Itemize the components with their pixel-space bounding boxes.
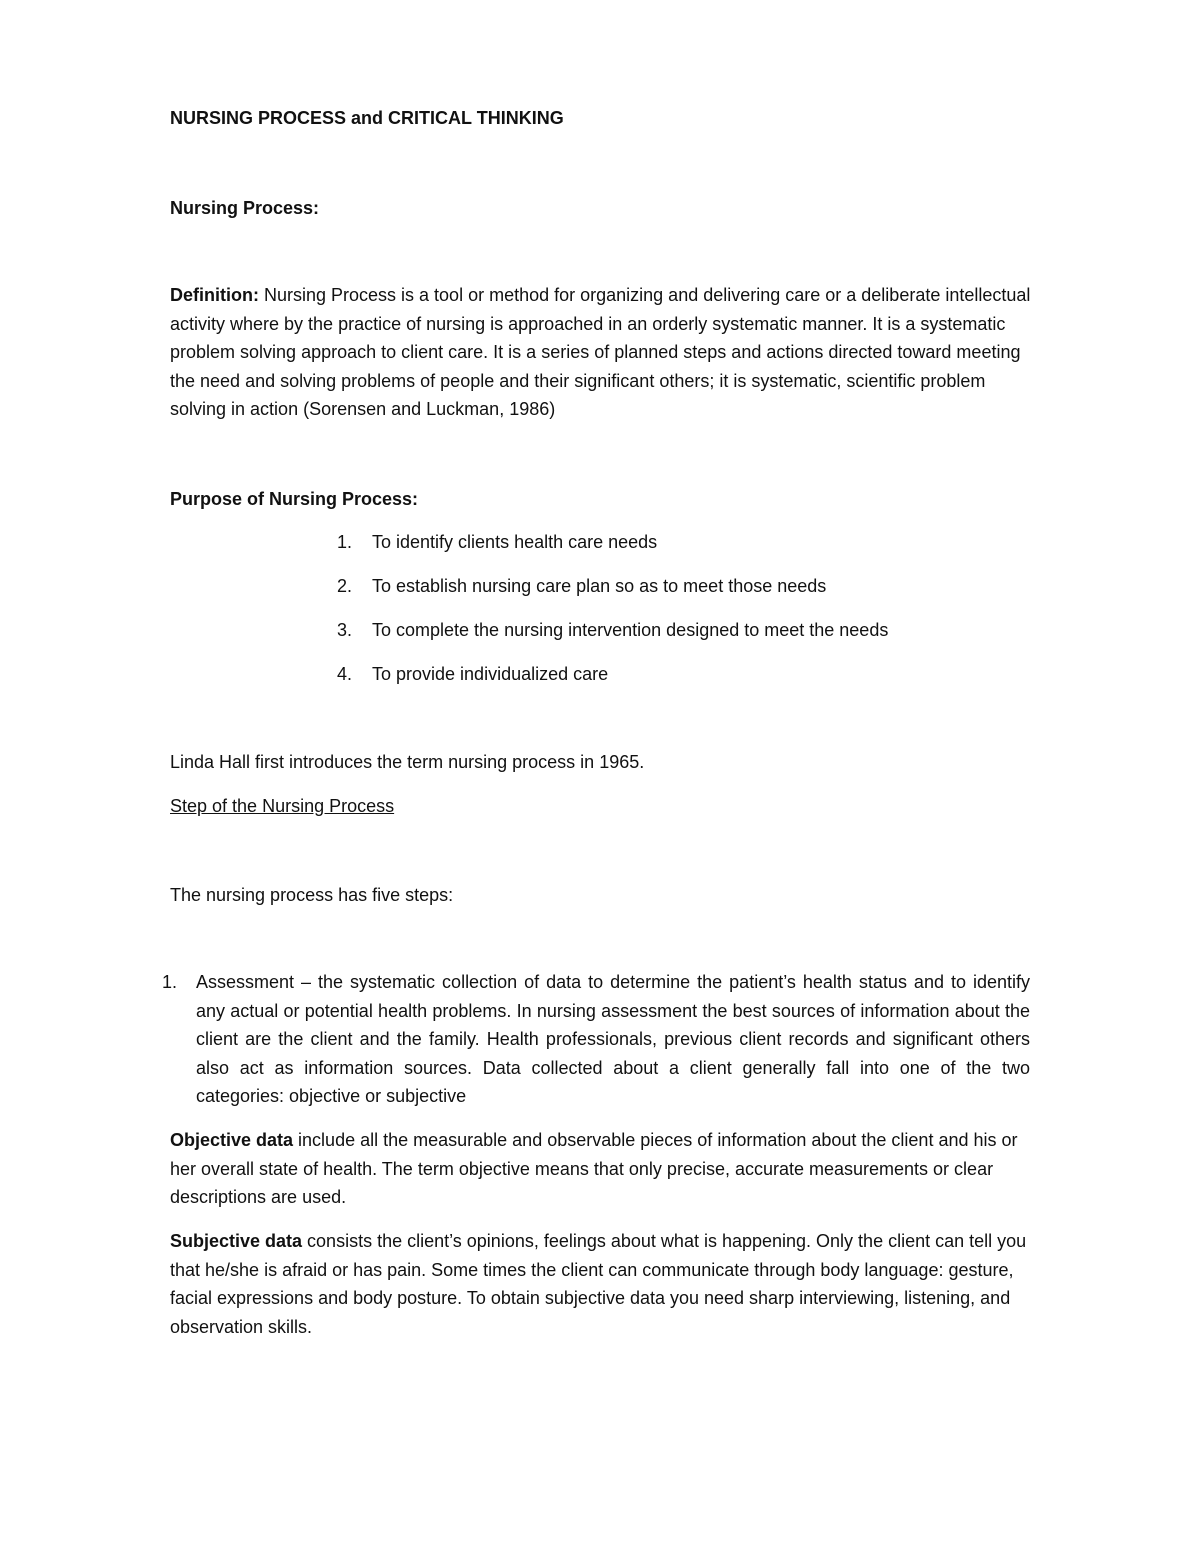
list-item-text: To identify clients health care needs <box>372 532 658 552</box>
list-item-text: To provide individualized care <box>372 664 609 684</box>
definition-label: Definition: <box>170 285 259 305</box>
assessment-paragraph: Assessment – the systematic collection of data to determine the patient’s health status and to identify any actual or potential health problems. In nursing assessment the best sources of information about the client are the client and the family. Health professionals, previous client records and significant others also act as information sources. Data collected about a client generally fall into one of the two categories: objective or subjective <box>196 972 1030 1106</box>
subjective-text: consists the client’s opinions, feelings about what is happening. Only the client can tell you that he/she is afraid or has pain. Some times the client can communicate through body language: gesture, facial expressions and body posture. To obtain subjective data you need sharp interviewing, listening, and observation skills. <box>170 1231 1027 1337</box>
list-item-text: To complete the nursing intervention designed to meet the needs <box>372 620 889 640</box>
assessment-number: 1. <box>162 972 178 992</box>
definition-paragraph <box>170 281 1032 424</box>
subjective-label: Subjective data <box>170 1231 303 1251</box>
objective-label: Objective data <box>170 1130 294 1150</box>
objective-text: include all the measurable and observable pieces of information about the client and his or her overall state of health. The term objective means that only precise, accurate measurements or clear descriptions are used. <box>170 1130 1018 1207</box>
purpose-heading: Purpose of Nursing Process: <box>170 489 419 509</box>
objective-paragraph <box>170 1126 1040 1212</box>
five-steps-sentence: The nursing process has five steps: <box>170 885 454 905</box>
subjective-paragraph <box>170 1227 1040 1341</box>
linda-hall-sentence: Linda Hall first introduces the term nursing process in 1965. <box>170 752 645 772</box>
list-item-text: To establish nursing care plan so as to meet those needs <box>372 576 827 596</box>
list-item-number: 4. <box>337 664 353 684</box>
document-title: NURSING PROCESS and CRITICAL THINKING <box>170 108 564 128</box>
list-item-number: 1. <box>337 532 353 552</box>
steps-heading: Step of the Nursing Process <box>170 796 395 816</box>
definition-text: Nursing Process is a tool or method for organizing and delivering care or a deliberate intellectual activity where by the practice of nursing is approached in an orderly systematic manner. It is a systematic problem solving approach to client care. It is a series of planned steps and actions directed toward meeting the need and solving problems of people and their significant others; it is systematic, scientific problem solving in action (Sorensen and Luckman, 1986) <box>170 285 1031 419</box>
list-item-number: 2. <box>337 576 353 596</box>
nursing-process-heading: Nursing Process: <box>170 198 320 218</box>
list-item-number: 3. <box>337 620 353 640</box>
